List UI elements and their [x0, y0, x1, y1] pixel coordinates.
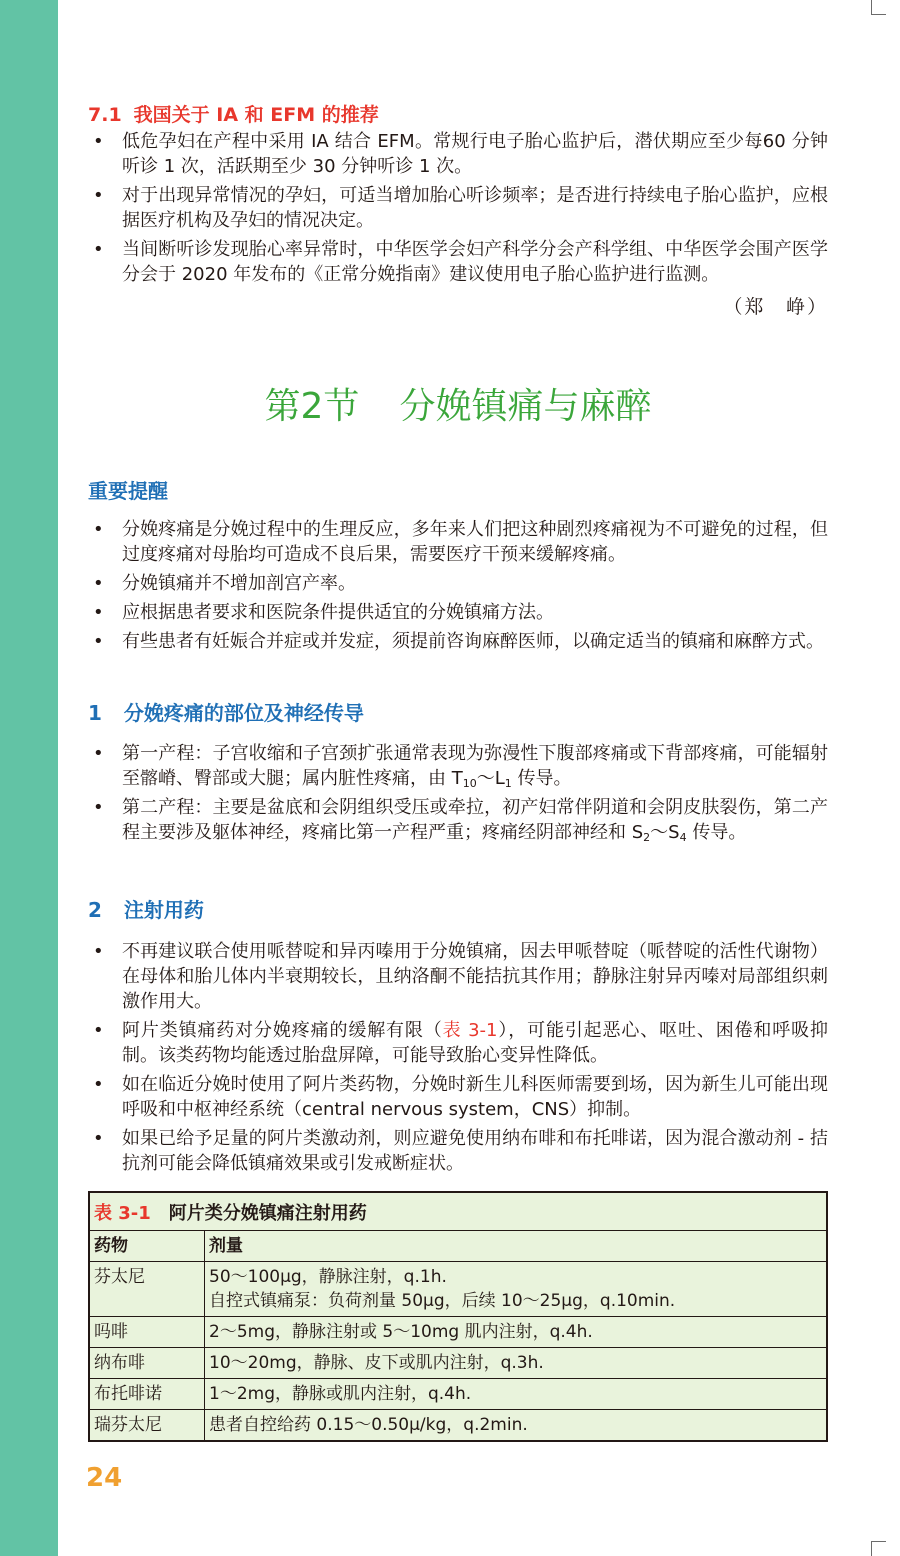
- subscript: 10: [462, 777, 477, 790]
- crop-mark-bottom: [871, 1541, 886, 1556]
- column-header-dose: 剂量: [205, 1231, 827, 1262]
- list-item: • 低危孕妇在产程中采用 IA 结合 EFM。常规行电子胎心监护后，潜伏期应至少每60 分钟听诊 1 次，活跃期至少 30 分钟听诊 1 次。: [88, 129, 828, 179]
- side-color-strip: [0, 0, 58, 1556]
- list-item: [88, 795, 828, 845]
- list-item: • 有些患者有妊娠合并症或并发症，须提前咨询麻醉医师，以确定适当的镇痛和麻醉方式。: [88, 629, 828, 654]
- table-row: [90, 1348, 826, 1379]
- subsection-number: 7.1: [88, 104, 122, 126]
- part2-list: [88, 939, 828, 1180]
- part1-heading: [88, 697, 364, 726]
- crop-mark-top: [871, 0, 886, 15]
- part2-title: 注射用药: [123, 898, 204, 922]
- list-item: • 当间断听诊发现胎心率异常时，中华医学会妇产科学分会产科学组、中华医学会围产医学分会于 2020 年发布的《正常分娩指南》建议使用电子胎心监护进行监测。: [88, 237, 828, 287]
- drug-cell: 吗啡: [90, 1317, 205, 1348]
- first-stage-text-end: 传导。: [511, 768, 572, 789]
- part1-number: 1: [88, 701, 102, 725]
- subscript: 4: [679, 831, 687, 844]
- recommendation-list: [88, 129, 828, 291]
- dose-cell: [205, 1262, 827, 1317]
- list-item: • 对于出现异常情况的孕妇，可适当增加胎心听诊频率；是否进行持续电子胎心监护，应根据医疗机构及孕妇的情况决定。: [88, 183, 828, 233]
- subscript: 2: [643, 831, 651, 844]
- drug-table: [90, 1231, 826, 1440]
- subsection-title: 我国关于 IA 和 EFM 的推荐: [133, 104, 379, 126]
- reminders-list: [88, 517, 828, 658]
- drug-cell: 芬太尼: [90, 1262, 205, 1317]
- first-stage-text-mid: ～L: [476, 768, 505, 789]
- page-number: 24: [86, 1463, 123, 1493]
- list-item: • 如果已给予足量的阿片类激动剂，则应避免使用纳布啡和布托啡诺，因为混合激动剂 - 拮抗剂可能会降低镇痛效果或引发戒断症状。: [88, 1126, 828, 1176]
- table-header-row: [90, 1231, 826, 1262]
- part1-title: 分娩疼痛的部位及神经传导: [123, 701, 364, 725]
- part1-list: [88, 741, 828, 849]
- table-row: [90, 1262, 826, 1317]
- list-item: [88, 1018, 828, 1068]
- list-item: • 分娩镇痛并不增加剖宫产率。: [88, 571, 828, 596]
- author-signature: （郑 峥）: [723, 296, 828, 318]
- dose-cell: 1～2mg，静脉或肌内注射，q.4h.: [205, 1379, 827, 1410]
- table-row: [90, 1317, 826, 1348]
- opioid-text-pre: 阿片类镇痛药对分娩疼痛的缓解有限（: [122, 1020, 443, 1041]
- section-title-text: 分娩镇痛与麻醉: [399, 386, 652, 427]
- second-stage-text-end: 传导。: [686, 822, 747, 843]
- dose-cell: 10～20mg，静脉、皮下或肌内注射，q.3h.: [205, 1348, 827, 1379]
- column-header-drug: 药物: [90, 1231, 205, 1262]
- second-stage-text: 第二产程：主要是盆底和会阴组织受压或牵拉，初产妇常伴阴道和会阴皮肤裂伤，第二产程主要涉及躯体神经，疼痛比第一产程严重；疼痛经阴部神经和 S: [122, 797, 828, 843]
- table-caption: [90, 1193, 826, 1231]
- reminders-heading: 重要提醒: [88, 479, 168, 503]
- list-item: [88, 741, 828, 791]
- list-item: • 不再建议联合使用哌替啶和异丙嗪用于分娩镇痛，因去甲哌替啶（哌替啶的活性代谢物）在母体和胎儿体内半衰期较长，且纳洛酮不能拮抗其作用；静脉注射异丙嗪对局部组织刺激作用大。: [88, 939, 828, 1014]
- drug-cell: 布托啡诺: [90, 1379, 205, 1410]
- opioid-table: [88, 1191, 828, 1442]
- list-item: • 分娩疼痛是分娩过程中的生理反应，多年来人们把这种剧烈疼痛视为不可避免的过程，但过度疼痛对母胎均可造成不良后果，需要医疗干预来缓解疼痛。: [88, 517, 828, 567]
- dose-cell: 患者自控给药 0.15～0.50μ/kg，q.2min.: [205, 1410, 827, 1441]
- part2-heading: [88, 894, 204, 923]
- second-stage-text-mid: ～S: [650, 822, 680, 843]
- subscript: 1: [504, 777, 512, 790]
- dose-line: 自控式镇痛泵：负荷剂量 50μg，后续 10～25μg，q.10min.: [209, 1291, 676, 1311]
- opioid-text-post: ），可能引起恶心、呕吐、困倦和呼吸抑制。该类药物均能透过胎盘屏障，可能导致胎心变异性降低。: [122, 1020, 829, 1066]
- list-item: • 应根据患者要求和医院条件提供适宜的分娩镇痛方法。: [88, 600, 828, 625]
- table-row: [90, 1379, 826, 1410]
- dose-cell: 2～5mg，静脉注射或 5～10mg 肌内注射，q.4h.: [205, 1317, 827, 1348]
- dose-line: 50～100μg，静脉注射，q.1h.: [209, 1267, 447, 1287]
- drug-cell: 瑞芬太尼: [90, 1410, 205, 1441]
- table-reference-link[interactable]: 表 3-1: [442, 1020, 498, 1041]
- table-number: 表 3-1: [94, 1203, 151, 1224]
- table-row: [90, 1410, 826, 1441]
- subsection-heading: [88, 100, 379, 127]
- first-stage-text: 第一产程：子宫收缩和子宫颈扩张通常表现为弥漫性下腹部疼痛或下背部疼痛，可能辐射至髂嵴、臀部或大腿；属内脏性疼痛，由 T: [122, 743, 828, 789]
- list-item: • 如在临近分娩时使用了阿片类药物，分娩时新生儿科医师需要到场，因为新生儿可能出现呼吸和中枢神经系统（central nervous system，CNS）抑制。: [88, 1072, 828, 1122]
- section-title: [88, 378, 828, 429]
- part2-number: 2: [88, 898, 102, 922]
- table-title: 阿片类分娩镇痛注射用药: [168, 1203, 367, 1224]
- section-number: 第2节: [264, 386, 360, 427]
- drug-cell: 纳布啡: [90, 1348, 205, 1379]
